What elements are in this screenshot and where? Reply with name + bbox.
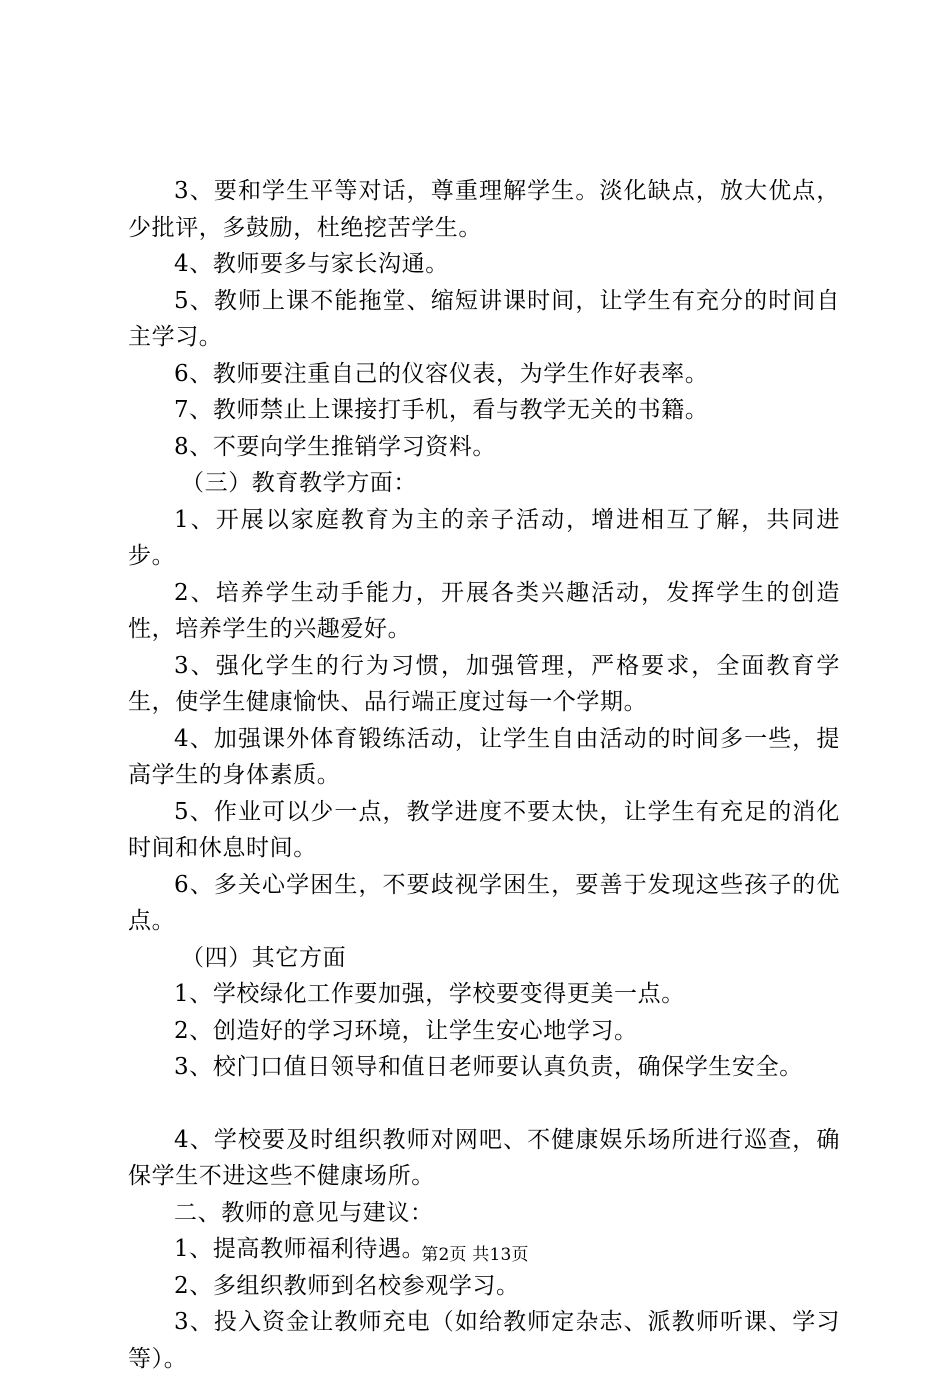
paragraph: 1、开展以家庭教育为主的亲子活动，增进相互了解，共同进步。	[128, 506, 840, 569]
paragraph: 2、培养学生动手能力，开展各类兴趣活动，发挥学生的创造性，培养学生的兴趣爱好。	[128, 579, 840, 642]
paragraph: 3、强化学生的行为习惯，加强管理，严格要求，全面教育学生，使学生健康愉快、品行端正度过每一个学期。	[128, 652, 840, 715]
paragraph: 3、校门口值日领导和值日老师要认真负责，确保学生安全。	[174, 1054, 803, 1080]
section-heading: 二、教师的意见与建议：	[174, 1199, 434, 1226]
paragraph: 4、教师要多与家长沟通。	[174, 251, 449, 277]
paragraph: 7、教师禁止上课接打手机，看与教学无关的书籍。	[174, 397, 709, 423]
paragraph: 4、学校要及时组织教师对网吧、不健康娱乐场所进行巡查，确保学生不进这些不健康场所。	[128, 1126, 840, 1189]
paragraph: 3、要和学生平等对话，尊重理解学生。淡化缺点，放大优点，少批评，多鼓励，杜绝挖苦学生。	[128, 178, 840, 241]
paragraph: 2、多组织教师到名校参观学习。	[174, 1272, 520, 1299]
paragraph: 8、不要向学生推销学习资料。	[174, 433, 497, 460]
page-number-footer: 第2页 共13页	[421, 1245, 529, 1265]
paragraph: 5、教师上课不能拖堂、缩短讲课时间，让学生有充分的时间自主学习。	[128, 287, 840, 350]
paragraph: 2、创造好的学习环境，让学生安心地学习。	[174, 1017, 638, 1044]
paragraph: 6、多关心学困生，不要歧视学困生，要善于发现这些孩子的优点。	[128, 871, 840, 934]
paragraph: 6、教师要注重自己的仪容仪表，为学生作好表率。	[174, 360, 709, 387]
paragraph: 4、加强课外体育锻练活动，让学生自由活动的时间多一些，提高学生的身体素质。	[128, 725, 840, 788]
section-heading: （四）其它方面	[181, 944, 347, 971]
paragraph: 5、作业可以少一点，教学进度不要太快，让学生有充足的消化时间和休息时间。	[128, 798, 840, 861]
paragraph: 1、学校绿化工作要加强，学校要变得更美一点。	[174, 981, 685, 1007]
document-body	[128, 173, 840, 1377]
section-heading: （三）教育教学方面：	[181, 470, 417, 496]
paragraph: 1、提高教师福利待遇。	[174, 1236, 426, 1262]
paragraph: 3、投入资金让教师充电（如给教师定杂志、派教师听课、学习等）。	[128, 1309, 840, 1372]
